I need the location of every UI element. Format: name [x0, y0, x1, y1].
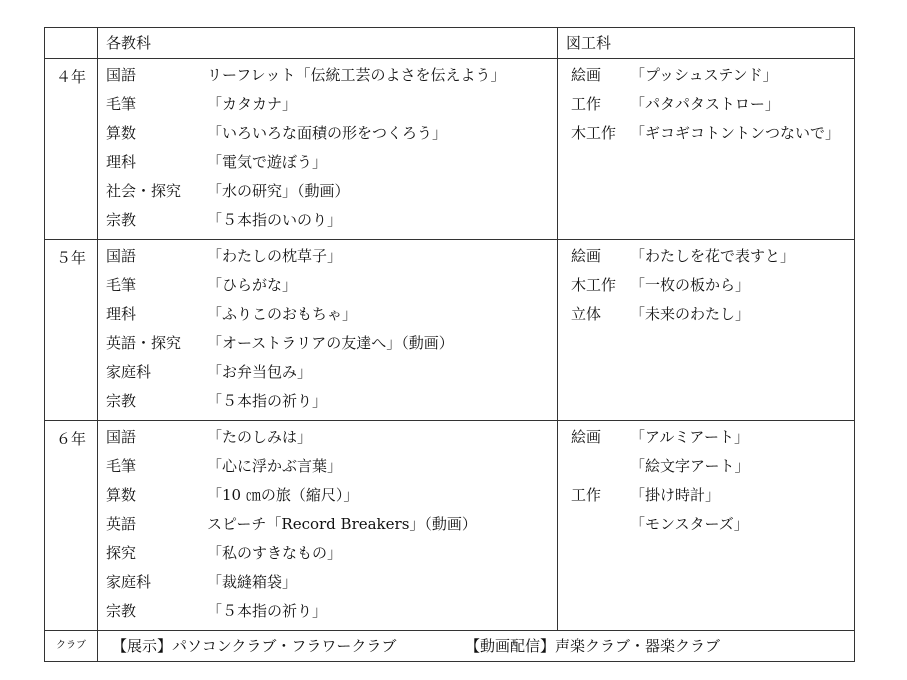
- subject-name: 探究: [106, 544, 137, 562]
- art-category: 木工作: [571, 276, 617, 294]
- subject-name: 社会・探究: [106, 182, 182, 200]
- grade-row-6: [45, 421, 855, 631]
- club-exhibit: 【展示】パソコンクラブ・フラワークラブ: [112, 637, 397, 655]
- subject-title: 「オーストラリアの友達へ」（動画）: [207, 334, 454, 352]
- subject-title: 「いろいろな面積の形をつくろう」: [207, 124, 448, 142]
- subject-title: 「私のすきなもの」: [207, 544, 343, 562]
- art-category: 絵画: [571, 66, 602, 84]
- subject-name: 宗教: [106, 211, 137, 229]
- art-title: 「未来のわたし」: [630, 305, 751, 323]
- subject-entry: [98, 90, 557, 119]
- header-grade-cell: [45, 28, 98, 59]
- subjects-cell: [98, 240, 558, 421]
- art-category: 木工作: [571, 124, 617, 142]
- grade-label: ４年: [55, 68, 86, 86]
- subject-name: 宗教: [106, 602, 137, 620]
- subject-name: 毛筆: [106, 457, 137, 475]
- subject-entry: [98, 300, 557, 329]
- subject-title: 「５本指の祈り」: [207, 602, 328, 620]
- subject-entry: [98, 358, 557, 387]
- subject-title: 「心に浮かぶ言葉」: [207, 457, 343, 475]
- subject-title: 「10 ㎝の旅（縮尺）」: [207, 486, 359, 504]
- subject-entry: [98, 61, 557, 90]
- art-category: 立体: [571, 305, 602, 323]
- art-entry: [558, 452, 854, 481]
- subject-title: 「カタカナ」: [207, 95, 298, 113]
- subject-title: 「水の研究」（動画）: [207, 182, 350, 200]
- subject-name: 国語: [106, 247, 137, 265]
- header-subjects-cell: 各教科: [98, 28, 558, 59]
- subject-title: 「５本指のいのり」: [207, 211, 343, 229]
- art-entry: [558, 271, 854, 300]
- subject-name: 毛筆: [106, 95, 137, 113]
- subject-title: 「ふりこのおもちゃ」: [207, 305, 358, 323]
- subject-entry: [98, 177, 557, 206]
- subject-name: 家庭科: [106, 573, 152, 591]
- subject-name: 国語: [106, 428, 137, 446]
- subject-entry: [98, 329, 557, 358]
- grade-label-cell: [45, 240, 98, 421]
- club-content: [98, 631, 855, 662]
- subject-entry: [98, 539, 557, 568]
- art-category: [558, 452, 630, 481]
- art-title: 「ギコギコトントンつないで」: [630, 124, 841, 142]
- subject-title: 「ひらがな」: [207, 276, 298, 294]
- art-entry: [558, 510, 854, 539]
- art-entry: [558, 242, 854, 271]
- header-row: [45, 28, 855, 59]
- art-entry: [558, 300, 854, 329]
- art-category: 絵画: [571, 247, 602, 265]
- subject-title: 「裁縫箱袋」: [207, 573, 298, 591]
- subject-name: 算数: [106, 486, 137, 504]
- art-cell: [558, 421, 855, 631]
- subject-title: 「わたしの枕草子」: [207, 247, 343, 265]
- art-category: 工作: [571, 486, 602, 504]
- subject-entry: [98, 510, 557, 539]
- subject-name: 理科: [106, 305, 137, 323]
- subject-name: 家庭科: [106, 363, 152, 381]
- art-title: 「アルミアート」: [630, 428, 749, 446]
- subject-entry: [98, 452, 557, 481]
- art-title: 「パタパタストロー」: [630, 95, 780, 113]
- art-entry: [558, 61, 854, 90]
- subjects-cell: [98, 59, 558, 240]
- subject-name: 理科: [106, 153, 137, 171]
- art-title: 「一枚の板から」: [630, 276, 751, 294]
- art-title: 「掛け時計」: [630, 486, 721, 504]
- subject-title: 「５本指の祈り」: [207, 392, 328, 410]
- art-cell: [558, 59, 855, 240]
- art-title: 「絵文字アート」: [630, 457, 750, 475]
- subject-entry: [98, 242, 557, 271]
- subject-title: スピーチ「Record Breakers」（動画）: [207, 515, 477, 533]
- subject-name: 算数: [106, 124, 137, 142]
- subject-entry: [98, 597, 557, 626]
- art-entry: [558, 481, 854, 510]
- header-art-cell: 図工科: [558, 28, 855, 59]
- subject-name: 英語・探究: [106, 334, 182, 352]
- art-title: 「わたしを花で表すと」: [630, 247, 796, 265]
- art-cell: [558, 240, 855, 421]
- art-title: 「モンスターズ」: [630, 515, 749, 533]
- art-category: 絵画: [571, 428, 602, 446]
- subject-title: 「たのしみは」: [207, 428, 313, 446]
- subjects-cell: [98, 421, 558, 631]
- art-entry: [558, 423, 854, 452]
- grade-label: ６年: [55, 430, 86, 448]
- grade-label-cell: [45, 59, 98, 240]
- club-row: [45, 631, 855, 662]
- club-video: 【動画配信】声楽クラブ・器楽クラブ: [465, 637, 721, 655]
- subject-entry: [98, 119, 557, 148]
- art-title: 「プッシュステンド」: [630, 66, 778, 84]
- subject-title: 「電気で遊ぼう」: [207, 153, 328, 171]
- art-entry: [558, 119, 854, 148]
- subject-entry: [98, 148, 557, 177]
- art-entry: [558, 90, 854, 119]
- subject-name: 英語: [106, 515, 137, 533]
- subject-entry: [98, 568, 557, 597]
- subject-name: 国語: [106, 66, 137, 84]
- club-label: クラブ: [45, 631, 98, 662]
- subject-entry: [98, 271, 557, 300]
- art-category: [558, 510, 630, 539]
- subject-title: 「お弁当包み」: [207, 363, 313, 381]
- grade-row-5: [45, 240, 855, 421]
- subject-entry: [98, 387, 557, 416]
- art-category: 工作: [571, 95, 602, 113]
- subject-entry: [98, 423, 557, 452]
- subject-name: 毛筆: [106, 276, 137, 294]
- subject-entry: [98, 206, 557, 235]
- grade-label: ５年: [55, 249, 86, 267]
- subject-name: 宗教: [106, 392, 137, 410]
- exhibit-schedule-table: [44, 27, 855, 662]
- subject-entry: [98, 481, 557, 510]
- subject-title: リーフレット「伝統工芸のよさを伝えよう」: [207, 66, 506, 84]
- grade-label-cell: [45, 421, 98, 631]
- grade-row-4: [45, 59, 855, 240]
